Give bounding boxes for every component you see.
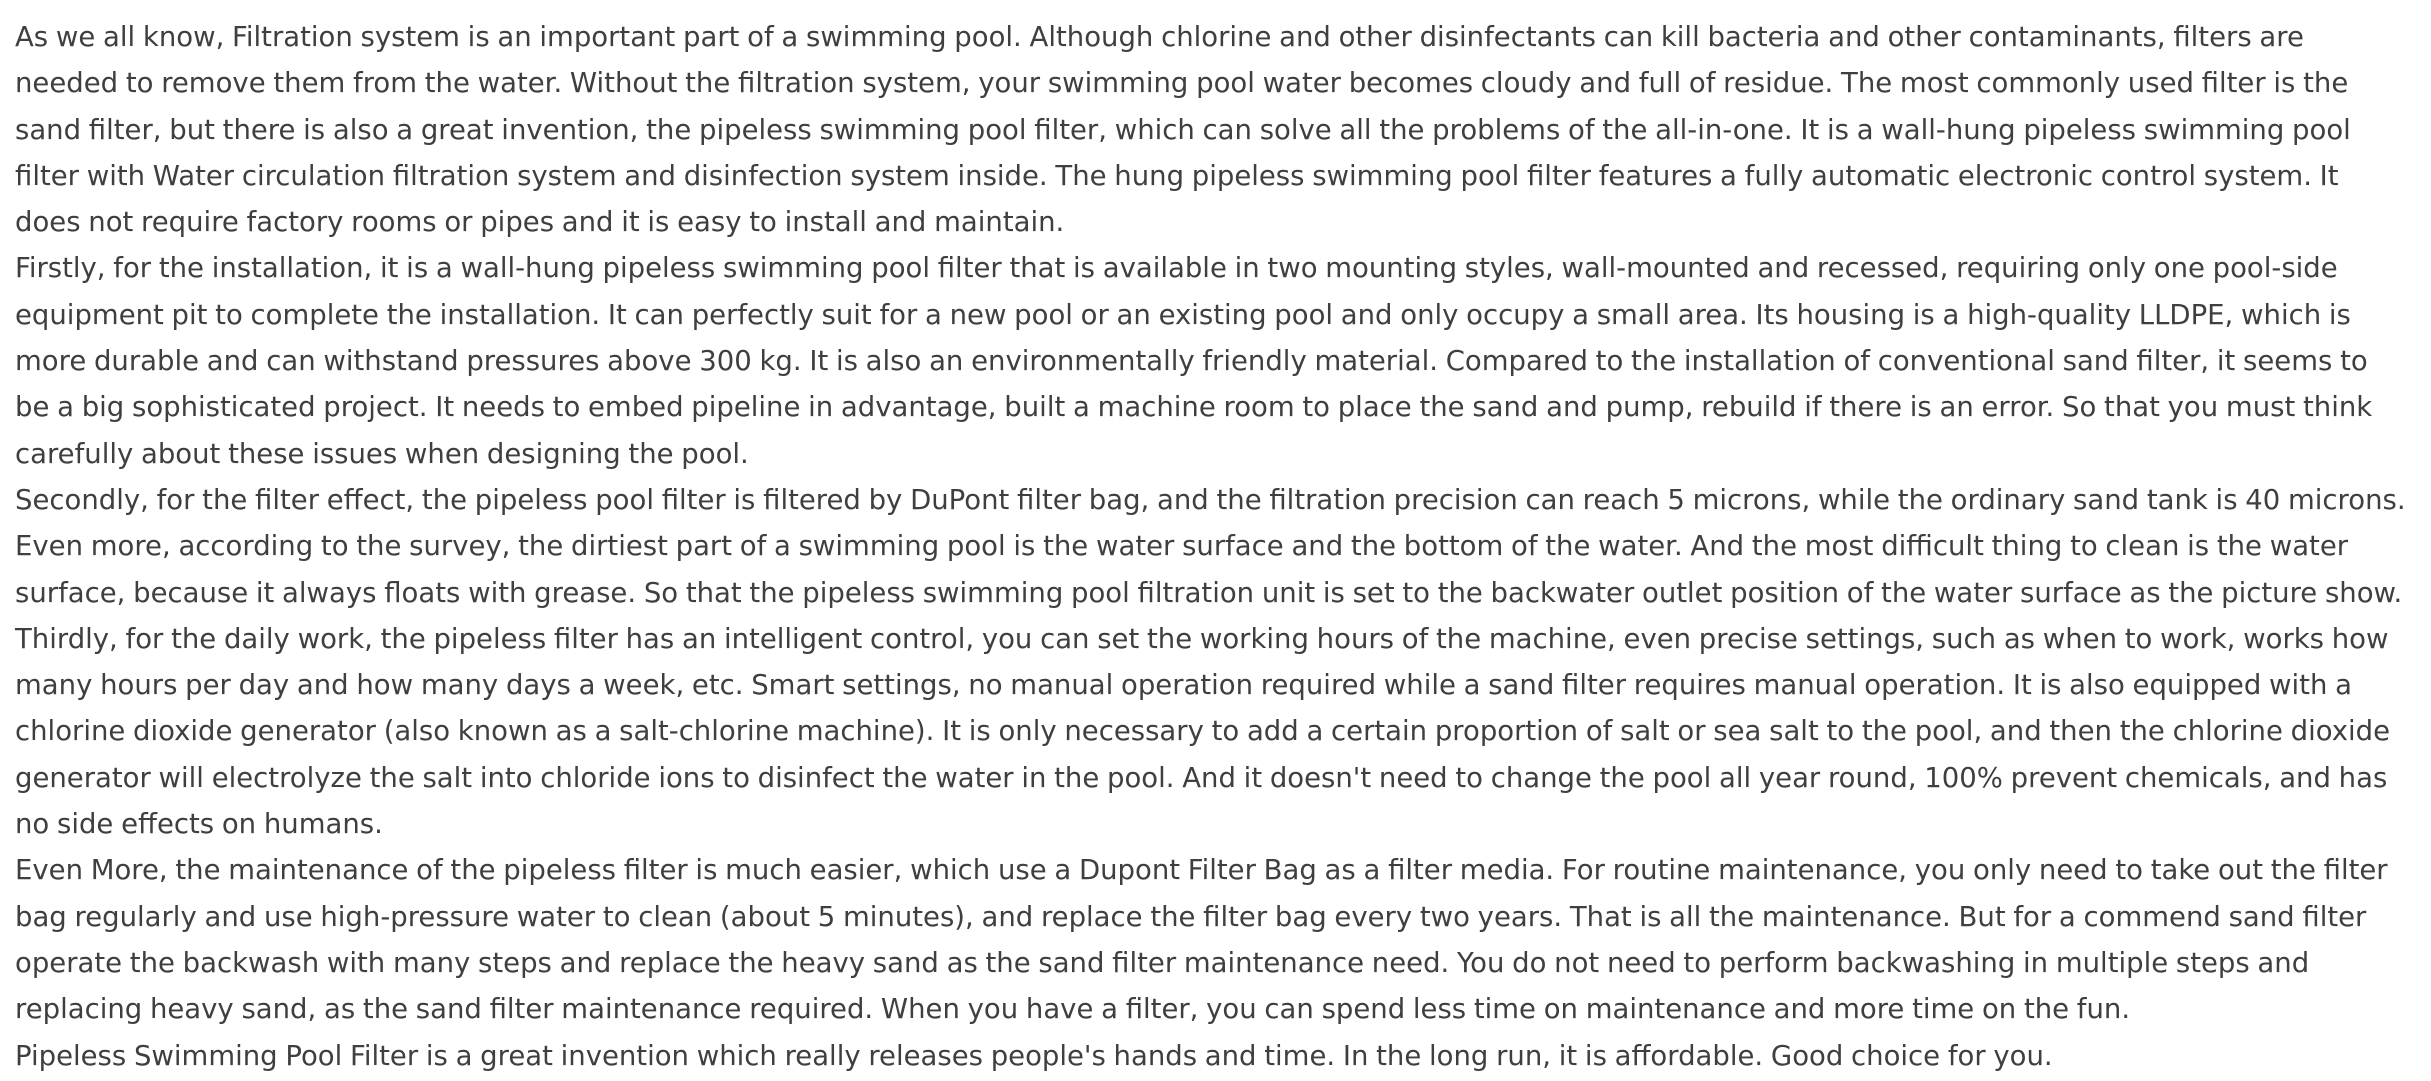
paragraph-intro: As we all know, Filtration system is an important part of a swimming pool. Although chlorine and other disinfectants can kill bacteria and other contaminants, filters are needed to remove them from the water. Without the filtration system, your swimming pool water becomes cloudy and full of residue. The most commonly used filter is the sand filter, but there is also a great invention, the pipeless swimming pool filter, which can solve all the problems of the all-in-one. It is a wall-hung pipeless swimming pool filter with Water circulation filtration system and disinfection system inside. The hung pipeless swimming pool filter features a fully automatic electronic control system. It does not require factory rooms or pipes and it is easy to install and maintain. <box>15 21 2351 239</box>
paragraph-daily-work: Thirdly, for the daily work, the pipeless filter has an intelligent control, you can set the working hours of the machine, even precise settings, such as when to work, works how many hours per day and how many days a week, etc. Smart settings, no manual operation required while a sand filter requires manual operation. It is also equipped with a chlorine dioxide generator (also known as a salt-chlorine machine). It is only necessary to add a certain proportion of salt or sea salt to the pool, and then the chlorine dioxide generator will electrolyze the salt into chloride ions to disinfect the water in the pool. And it doesn't need to change the pool all year round, 100% prevent chemicals, and has no side effects on humans. <box>15 622 2390 841</box>
paragraph-installation: Firstly, for the installation, it is a wall-hung pipeless swimming pool filter that is available in two mounting styles, wall-mounted and recessed, requiring only one pool-side equipment pit to complete the installation. It can perfectly suit for a new pool or an existing pool and only occupy a small area. Its housing is a high-quality LLDPE, which is more durable and can withstand pressures above 300 kg. It is also an environmentally friendly material. Compared to the installation of conventional sand filter, it seems to be a big sophisticated project. It needs to embed pipeline in advantage, built a machine room to place the sand and pump, rebuild if there is an error. So that you must think carefully about these issues when designing the pool. <box>15 252 2373 470</box>
paragraph-maintenance: Even More, the maintenance of the pipeless filter is much easier, which use a Dupont Filter Bag as a filter media. For routine maintenance, you only need to take out the filter bag regularly and use high-pressure water to clean (about 5 minutes), and replace the filter bag every two years. That is all the maintenance. But for a commend sand filter operate the backwash with many steps and replace the heavy sand as the sand filter maintenance need. You do not need to perform backwashing in multiple steps and replacing heavy sand, as the sand filter maintenance required. When you have a filter, you can spend less time on maintenance and more time on the fun. <box>15 854 2388 1026</box>
paragraph-conclusion: Pipeless Swimming Pool Filter is a great invention which really releases people's hands and time. In the long run, it is affordable. Good choice for you. <box>15 1039 2053 1072</box>
paragraph-filter-effect: Secondly, for the filter effect, the pipeless pool filter is filtered by DuPont filter bag, and the filtration precision can reach 5 microns, while the ordinary sand tank is 40 microns. Even more, according to the survey, the dirtiest part of a swimming pool is the water surface and the bottom of the water. And the most difficult thing to clean is the water surface, because it always floats with grease. So that the pipeless swimming pool filtration unit is set to the backwater outlet position of the water surface as the picture show. <box>15 483 2406 609</box>
